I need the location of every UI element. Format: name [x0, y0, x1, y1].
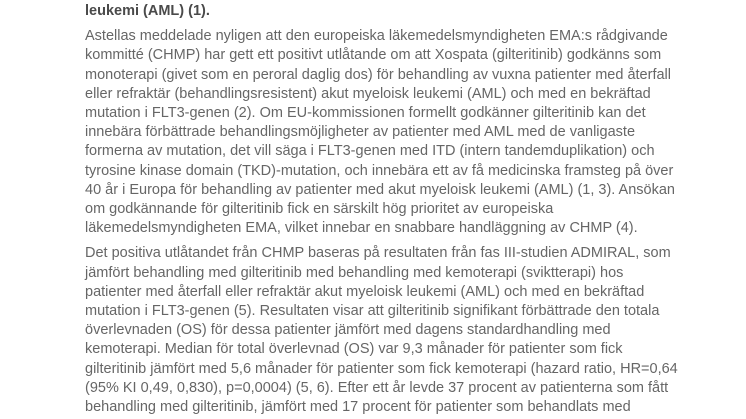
text-line: överlevnaden (OS) för dessa patienter jämfört med dagens standardhandling med [85, 322, 611, 339]
text-line: Astellas meddelade nyligen att den europeiska läkemedelsmyndigheten EMA:s rådgivande [85, 28, 668, 45]
text-line: behandling med gilteritinib, jämfört med 17 procent för patienter som behandlats med [85, 399, 631, 416]
text-line: kemoterapi. Median för total överlevnad (OS) var 9,3 månader för patienter som fick [85, 341, 623, 358]
text-line: mutation i FLT3-genen (5). Resultaten visar att gilteritinib signifikant förbättrade den totala [85, 303, 660, 320]
text-line: läkemedelsmyndigheten EMA, vilket innebar en snabbare handläggning av CHMP (4). [85, 220, 638, 237]
text-line: monoterapi (givet som en peroral daglig dos) för behandling av vuxna patienter med återfall [85, 66, 671, 83]
text-line: eller refraktär (behandlingsresistent) akut myeloisk leukemi (AML) och med en bekräftad [85, 85, 651, 102]
text-line: patienter med återfall eller refraktär akut myeloisk leukemi (AML) och med en bekräftad [85, 283, 645, 300]
document-heading-line: leukemi (AML) (1). [85, 3, 210, 19]
text-line: innebära förbättrade behandlingsmöjligheter av patienter med AML med de vanligaste [85, 124, 636, 141]
text-line: jämfört behandling med gilteritinib med behandling med kemoterapi (sviktterapi) hos [85, 264, 624, 281]
text-line: mutation i FLT3-genen (2). Om EU-kommissionen formellt godkänner gilteritinib kan det [85, 105, 646, 122]
text-line: tyrosine kinase domain (TKD)-mutation, och innebära ett av få medicinska framsteg på över [85, 162, 674, 179]
paragraph-admiral-study [85, 244, 708, 417]
text-line: 40 år i Europa för behandling av patienter med akut myeloisk leukemi (AML) (1, 3). Ansökan [85, 181, 675, 198]
text-line: kommitté (CHMP) har gett ett positivt utlåtande om att Xospata (gilteritinib) godkänns som [85, 47, 662, 64]
text-line: formerna av mutation, det vill säga i FLT3-genen med ITD (intern tandemduplikation) och [85, 143, 655, 160]
text-line: gilteritinib jämfört med 5,6 månader för patienter som fick kemoterapi (hazard ratio, HR=0,64 [85, 360, 678, 377]
paragraph-approval [85, 27, 708, 238]
text-line: Det positiva utlåtandet från CHMP baseras på resultaten från fas III-studien ADMIRAL, som [85, 245, 671, 262]
text-line: (95% KI 0,49, 0,830), p=0,0004) (5, 6). Efter ett år levde 37 procent av patienterna som fått [85, 379, 669, 396]
text-line: om godkännande för gilteritinib fick en särskilt hög prioritet av europeiska [85, 201, 554, 218]
